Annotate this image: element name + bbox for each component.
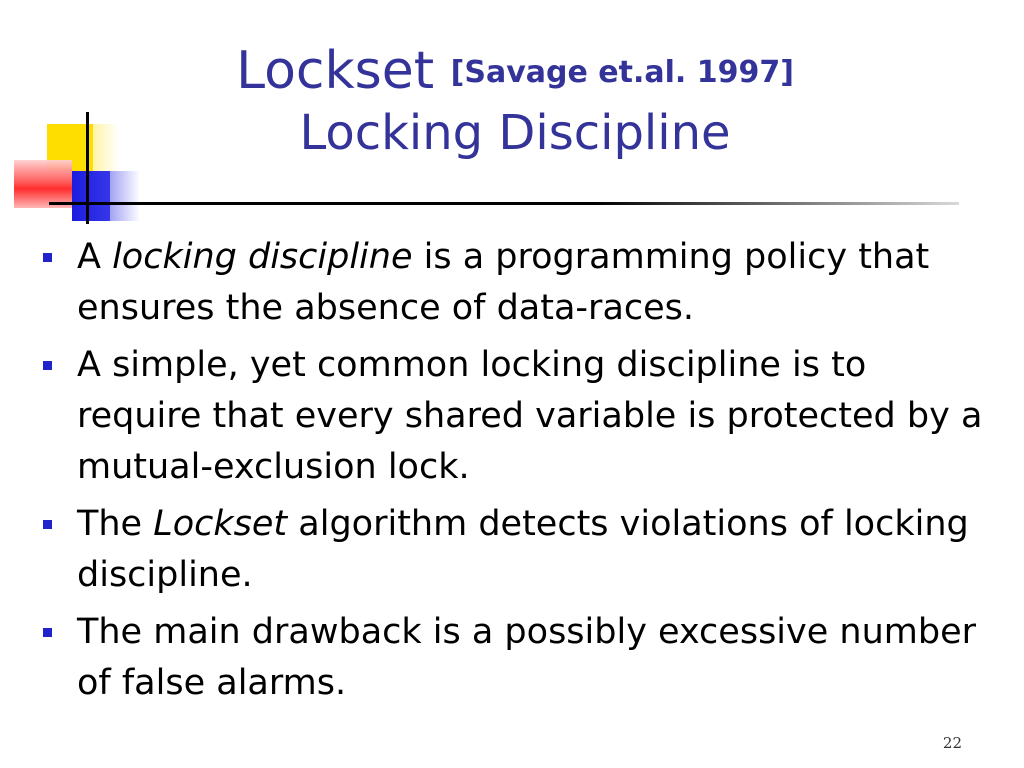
- bullet-emphasis: Lockset: [153, 504, 288, 544]
- bullet-list: [40, 232, 990, 715]
- bullet-item: [40, 232, 990, 334]
- title-citation: [Savage et.al. 1997]: [450, 55, 794, 90]
- title-line-1: [170, 38, 860, 104]
- page-number: 22: [942, 734, 962, 752]
- blue-square-fade: [110, 171, 140, 221]
- blue-square: [72, 171, 110, 221]
- bullet-item: [40, 340, 990, 493]
- slide-title: [170, 38, 860, 162]
- bullet-square-icon: [43, 253, 52, 262]
- bullet-text-rest: is a programming policy that ensures the absence of data-races.: [77, 237, 930, 328]
- bullet-text-rest: algorithm detects violations of locking discipline.: [77, 504, 969, 595]
- red-square: [14, 160, 72, 208]
- title-main: Lockset: [236, 41, 435, 101]
- bullet-square-icon: [43, 361, 52, 370]
- bullet-text: A: [77, 237, 113, 277]
- title-divider-line: [49, 202, 959, 205]
- bullet-item: [40, 607, 990, 709]
- logo-vertical-line: [86, 112, 89, 224]
- bullet-emphasis: locking discipline: [112, 237, 413, 277]
- bullet-text: The main drawback is a possibly excessive number of false alarms.: [77, 612, 976, 703]
- yellow-square-fade: [93, 124, 119, 171]
- bullet-square-icon: [43, 628, 52, 637]
- bullet-text: The: [77, 504, 154, 544]
- bullet-text: A simple, yet common locking discipline is to require that every shared variable is protected by a mutual-exclusion lock.: [77, 345, 983, 487]
- bullet-square-icon: [43, 520, 52, 529]
- title-subtitle: Locking Discipline: [299, 105, 731, 161]
- bullet-item: [40, 499, 990, 601]
